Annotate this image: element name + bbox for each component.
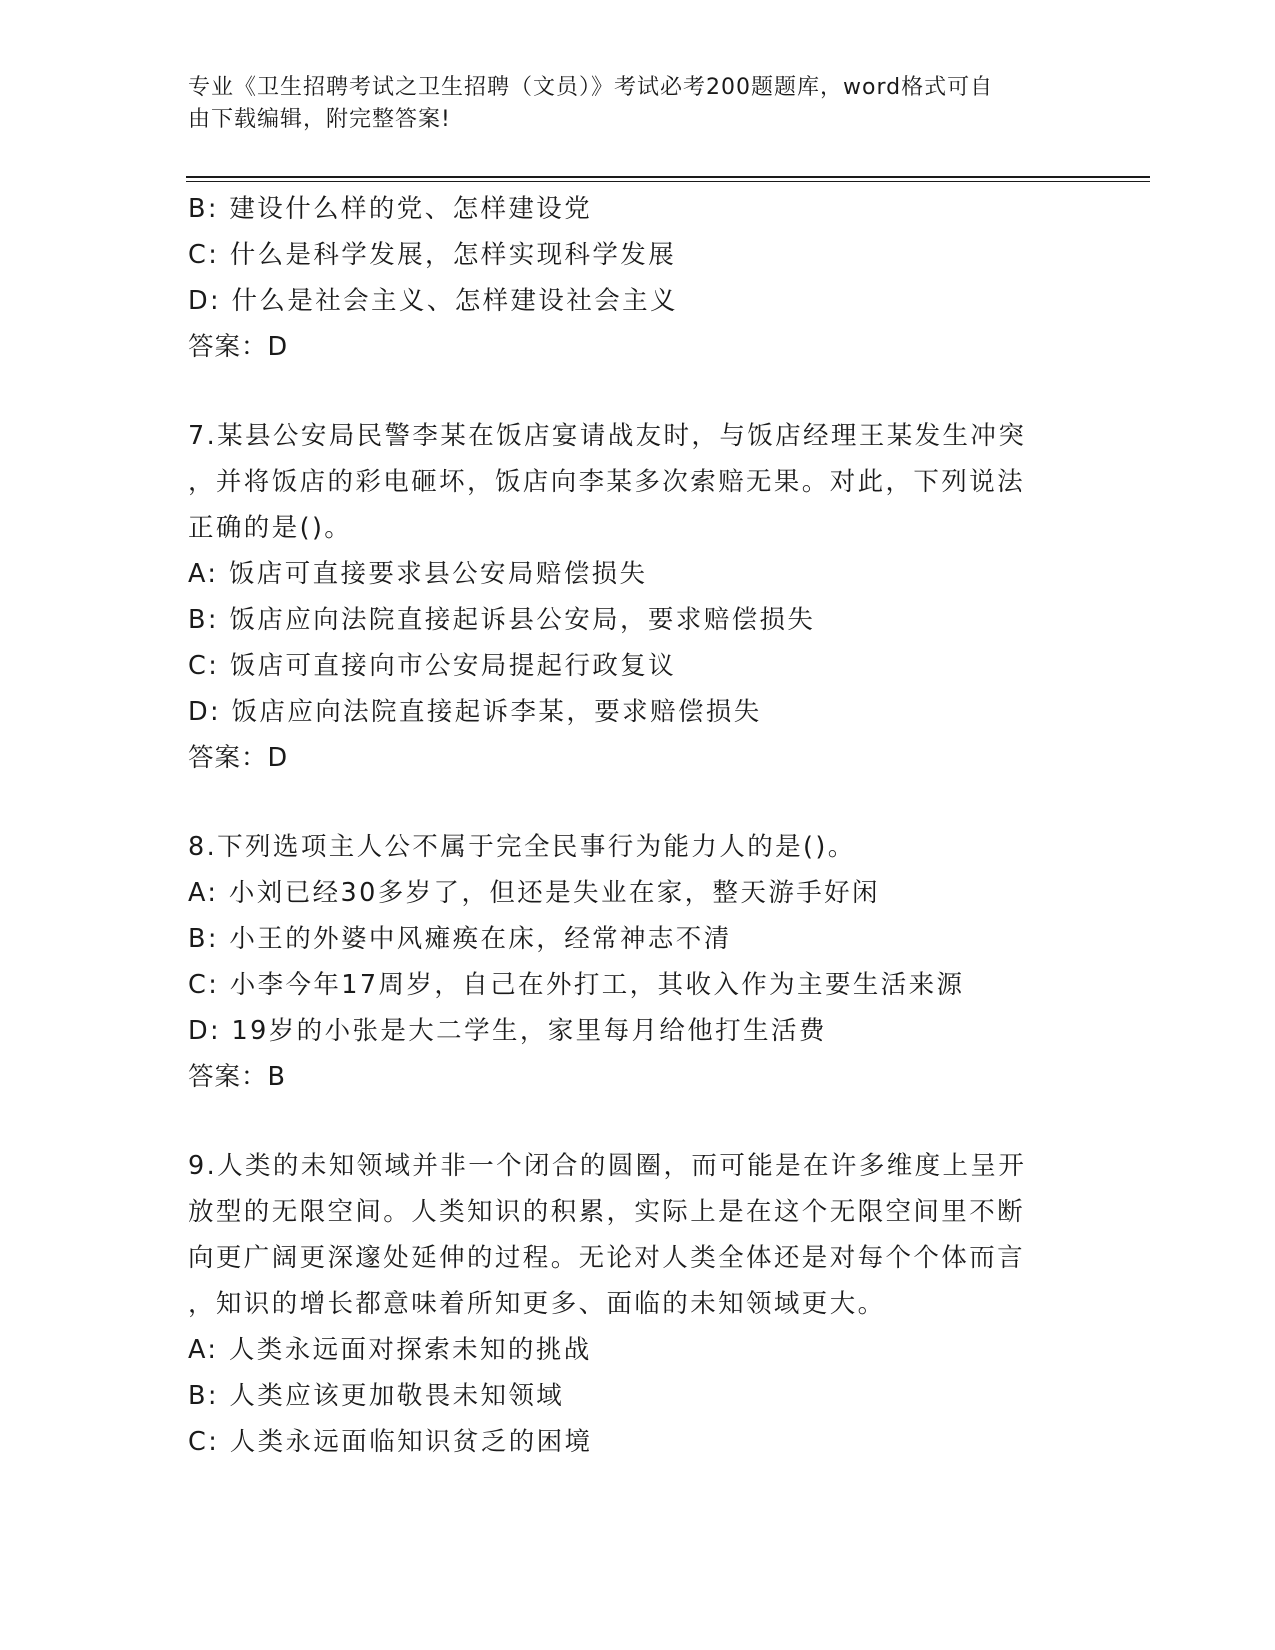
- q8-option-c: C: 小李今年17周岁，自己在外打工，其收入作为主要生活来源: [188, 970, 965, 1000]
- header-divider-thin: [186, 181, 1150, 182]
- q6-answer: 答案：D: [188, 332, 289, 362]
- q6-option-b: B: 建设什么样的党、怎样建设党: [188, 194, 593, 224]
- q7-option-a: A: 饭店可直接要求县公安局赔偿损失: [188, 559, 648, 589]
- q9-stem-line-1: 9.人类的未知领域并非一个闭合的圆圈，而可能是在许多维度上呈开: [188, 1151, 1027, 1181]
- q9-option-b: B: 人类应该更加敬畏未知领域: [188, 1381, 565, 1411]
- q8-option-b: B: 小王的外婆中风瘫痪在床，经常神志不清: [188, 924, 732, 954]
- spacer: [188, 781, 1088, 824]
- q7-answer: 答案：D: [188, 743, 289, 773]
- q6-option-d: D: 什么是社会主义、怎样建设社会主义: [188, 286, 678, 316]
- question-9: [188, 1143, 1088, 1465]
- q8-option-d: D: 19岁的小张是大二学生，家里每月给他打生活费: [188, 1016, 827, 1046]
- header-line-2: 由下载编辑，附完整答案!: [188, 107, 451, 132]
- q7-option-b: B: 饭店应向法院直接起诉县公安局，要求赔偿损失: [188, 605, 816, 635]
- header-line-1: 专业《卫生招聘考试之卫生招聘（文员）》考试必考200题题库，word格式可自: [188, 75, 994, 100]
- spacer: [188, 1100, 1088, 1143]
- q9-stem-line-3: 向更广阔更深邃处延伸的过程。无论对人类全体还是对每个个体而言: [188, 1243, 1026, 1273]
- header-divider-thick: [186, 176, 1150, 178]
- q8-stem-line-1: 8.下列选项主人公不属于完全民事行为能力人的是()。: [188, 832, 856, 862]
- q9-option-a: A: 人类永远面对探索未知的挑战: [188, 1335, 592, 1365]
- q9-stem-line-2: 放型的无限空间。人类知识的积累，实际上是在这个无限空间里不断: [188, 1197, 1026, 1227]
- q7-stem-line-3: 正确的是()。: [188, 513, 353, 543]
- document-body: [188, 186, 1088, 1465]
- question-7: [188, 413, 1088, 781]
- q7-stem-line-2: ，并将饭店的彩电砸坏，饭店向李某多次索赔无果。对此，下列说法: [188, 467, 1026, 497]
- q7-stem-line-1: 7.某县公安局民警李某在饭店宴请战友时，与饭店经理王某发生冲突: [188, 421, 1027, 451]
- q9-stem-line-4: ，知识的增长都意味着所知更多、面临的未知领域更大。: [188, 1289, 886, 1319]
- q8-option-a: A: 小刘已经30多岁了，但还是失业在家，整天游手好闲: [188, 878, 880, 908]
- document-header: [188, 72, 1068, 136]
- question-8: [188, 824, 1088, 1100]
- q7-option-d: D: 饭店应向法院直接起诉李某，要求赔偿损失: [188, 697, 762, 727]
- q8-answer: 答案：B: [188, 1062, 286, 1092]
- q6-option-c: C: 什么是科学发展，怎样实现科学发展: [188, 240, 677, 270]
- q9-option-c: C: 人类永远面临知识贫乏的困境: [188, 1427, 593, 1457]
- q7-option-c: C: 饭店可直接向市公安局提起行政复议: [188, 651, 677, 681]
- spacer: [188, 370, 1088, 413]
- question-6: [188, 186, 1088, 370]
